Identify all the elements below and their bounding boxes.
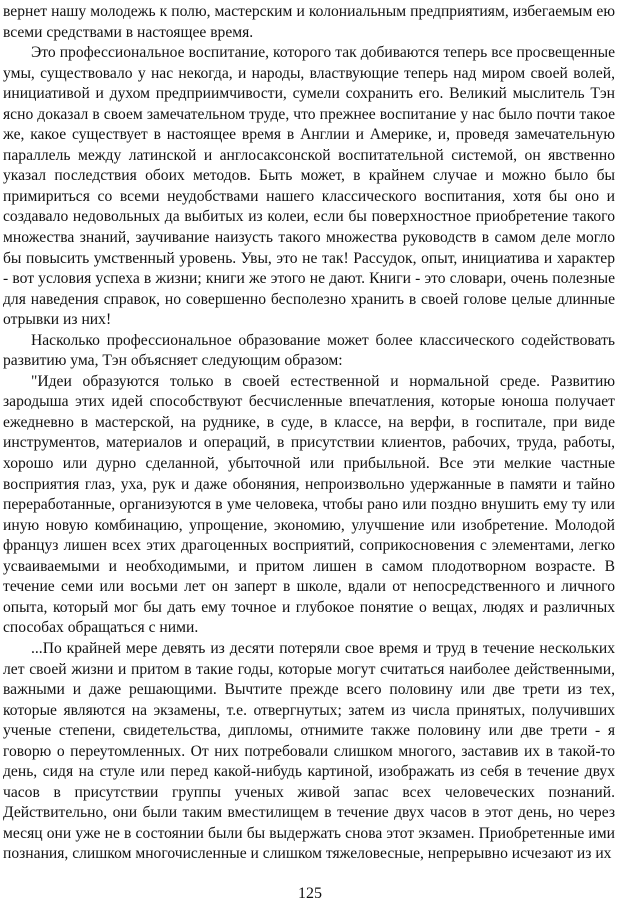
page-number: 125 <box>298 885 322 902</box>
body-text <box>3 2 615 865</box>
paragraph: Насколько профессиональное образование может более классического содействовать развитию ума, Тэн объясняет следующим образом: <box>3 331 615 370</box>
quote-paragraph: ...По крайней мере девять из десяти потеряли свое время и труд в течение нескольких лет своей жизни и притом в такие годы, которые могут считаться наиболее действенными, важными и даже решающими. Вычтите прежде всего половину или две трети из тех, которые являются на экзамены, т.е. отвергнутых; затем из числа принятых, получивших ученые степени, свидетельства, дипломы, отнимите также половину или две трети - я говорю о переутомленных. От них потребовали слишком многого, заставив их в такой-то день, сидя на стуле или перед какой-нибудь картиной, изображать из себя в течение двух часов в присутствии группы ученых живой запас всех человеческих познаний. Действительно, они были таким вместилищем в течение двух часов в этот день, но через месяц они уже не в состоянии были бы выдержать снова этот экзамен. Приобретенные ими познания, слишком многочисленные и слишком тяжеловесные, непрерывно исчезают из их <box>3 639 615 863</box>
paragraph: Это профессиональное воспитание, которого так добиваются теперь все просвещенные умы, существовало у нас некогда, и народы, властвующие теперь над миром своей волей, инициативой и духом предприимчивости, сумели сохранить его. Великий мыслитель Тэн ясно доказал в своем замечательном труде, что прежнее воспитание у нас было почти такое же, какое существует в настоящее время в Англии и Америке, и, проведя замечательную параллель между латинской и англосаксонской воспитательной системой, он явственно указал последствия обоих методов. Быть может, в крайнем случае и можно было бы примириться со всеми неудобствами нашего классического воспитания, хотя бы оно и создавало недовольных да выбитых из колеи, если бы поверхностное приобретение такого множества знаний, заучивание наизусть такого множества руководств в самом деле могло бы повысить умственный уровень. Увы, это не так! Рассудок, опыт, инициатива и характер - вот условия успеха в жизни; книги же этого не дают. Книги - это словари, очень полезные для наведения справок, но совершенно бесполезно хранить в своей голове целые длинные отрывки из них! <box>3 44 615 329</box>
quote-paragraph: "Идеи образуются только в своей естественной и нормальной среде. Развитию зародыша этих идей способствуют бесчисленные впечатления, которые юноша получает ежедневно в мастерской, на руднике, в суде, в классе, на верфи, в госпитале, при виде инструментов, материалов и операций, в присутствии клиентов, рабочих, труда, работы, хорошо или дурно сделанной, убыточной или прибыльной. Все эти мелкие частные восприятия глаз, уха, рук и даже обоняния, непроизвольно удержанные в памяти и тайно переработанные, организуются в уме человека, чтобы рано или поздно внушить ему ту или иную новую комбинацию, упрощение, экономию, улучшение или изобретение. Молодой француз лишен всех этих драгоценных восприятий, соприкосновения с элементами, легко усваиваемыми и необходимыми, и притом лишен в самом плодотворном возрасте. В течение семи или восьми лет он заперт в школе, вдали от непосредственного и личного опыта, который мог бы дать ему точное и глубокое понятие о вещах, людях и различных способах обращаться с ними. <box>3 372 615 637</box>
paragraph-continuation: вернет нашу молодежь к полю, мастерским и колониальным предприятиям, избегаемым ею всеми средствами в настоящее время. <box>3 3 615 41</box>
